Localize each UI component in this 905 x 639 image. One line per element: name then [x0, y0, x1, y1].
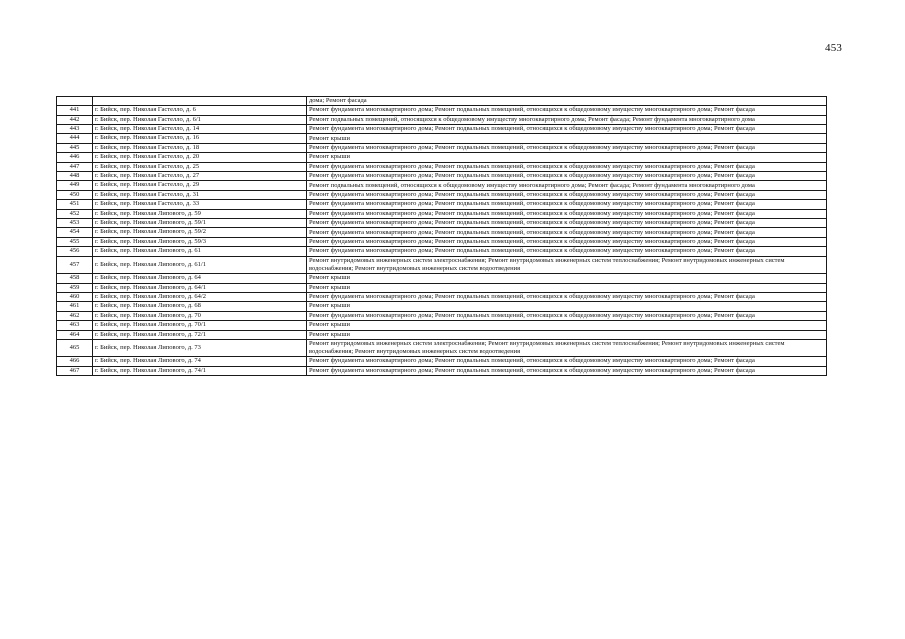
works-cell: Ремонт фундамента многоквартирного дома; Ремонт подвальных помещений, относящихся к общедомовому имуществу многоквартирного дома; Ремонт фасада [307, 200, 827, 209]
address-cell: г. Бийск, пер. Николая Липового, д. 74 [93, 357, 307, 366]
works-cell: Ремонт фундамента многоквартирного дома; Ремонт подвальных помещений, относящихся к общедомовому имуществу многоквартирного дома; Ремонт фасада [307, 247, 827, 256]
row-number-cell: 448 [57, 172, 93, 181]
table-row [57, 302, 827, 311]
table-row [57, 153, 827, 162]
table-row [57, 256, 827, 273]
row-number-cell: 463 [57, 321, 93, 330]
works-cell: Ремонт фундамента многоквартирного дома; Ремонт подвальных помещений, относящихся к общедомовому имуществу многоквартирного дома; Ремонт фасада [307, 143, 827, 152]
table-row [57, 247, 827, 256]
table-row [57, 143, 827, 152]
row-number-cell: 465 [57, 339, 93, 356]
table-row [57, 181, 827, 190]
row-number-cell: 444 [57, 134, 93, 143]
works-cell: Ремонт фундамента многоквартирного дома; Ремонт подвальных помещений, относящихся к общедомовому имуществу многоквартирного дома; Ремонт фасада [307, 357, 827, 366]
table-row [57, 106, 827, 115]
row-number-cell: 456 [57, 247, 93, 256]
row-number-cell [57, 97, 93, 106]
address-cell: г. Бийск, пер. Николая Гастелло, д. 25 [93, 162, 307, 171]
table-row [57, 357, 827, 366]
table-row [57, 134, 827, 143]
table-body [57, 97, 827, 376]
table-row [57, 283, 827, 292]
works-cell: Ремонт фундамента многоквартирного дома; Ремонт подвальных помещений, относящихся к общедомовому имуществу многоквартирного дома; Ремонт фасада [307, 366, 827, 375]
table-row [57, 209, 827, 218]
row-number-cell: 457 [57, 256, 93, 273]
table-row [57, 330, 827, 339]
address-cell: г. Бийск, пер. Николая Липового, д. 70/1 [93, 321, 307, 330]
table-row [57, 292, 827, 301]
address-cell: г. Бийск, пер. Николая Липового, д. 61 [93, 247, 307, 256]
row-number-cell: 441 [57, 106, 93, 115]
address-cell: г. Бийск, пер. Николая Липового, д. 59/3 [93, 237, 307, 246]
table-row [57, 200, 827, 209]
table-row [57, 274, 827, 283]
address-cell: г. Бийск, пер. Николая Гастелло, д. 6 [93, 106, 307, 115]
works-cell: Ремонт фундамента многоквартирного дома; Ремонт подвальных помещений, относящихся к общедомовому имуществу многоквартирного дома; Ремонт фасада [307, 219, 827, 228]
works-cell: Ремонт крыши [307, 302, 827, 311]
address-cell: г. Бийск, пер. Николая Гастелло, д. 16 [93, 134, 307, 143]
table-row [57, 339, 827, 356]
address-cell: г. Бийск, пер. Николая Гастелло, д. 29 [93, 181, 307, 190]
address-cell: г. Бийск, пер. Николая Липового, д. 74/1 [93, 366, 307, 375]
address-cell [93, 97, 307, 106]
works-cell: Ремонт фундамента многоквартирного дома; Ремонт подвальных помещений, относящихся к общедомовому имуществу многоквартирного дома; Ремонт фасада [307, 237, 827, 246]
row-number-cell: 459 [57, 283, 93, 292]
works-cell: Ремонт крыши [307, 330, 827, 339]
works-cell: дома; Ремонт фасада [307, 97, 827, 106]
address-cell: г. Бийск, пер. Николая Гастелло, д. 33 [93, 200, 307, 209]
address-cell: г. Бийск, пер. Николая Гастелло, д. 18 [93, 143, 307, 152]
works-cell: Ремонт крыши [307, 283, 827, 292]
address-cell: г. Бийск, пер. Николая Гастелло, д. 6/1 [93, 115, 307, 124]
address-cell: г. Бийск, пер. Николая Липового, д. 72/1 [93, 330, 307, 339]
works-cell: Ремонт крыши [307, 274, 827, 283]
row-number-cell: 454 [57, 228, 93, 237]
table-row [57, 237, 827, 246]
address-cell: г. Бийск, пер. Николая Гастелло, д. 27 [93, 172, 307, 181]
works-cell: Ремонт внутридомовых инженерных систем электроснабжения; Ремонт внутридомовых инженерных систем теплоснабжения; Ремонт внутридомовых инженерных систем водоснабжения; Ремонт внутридомовых инженерных систем водоотведения [307, 339, 827, 356]
address-cell: г. Бийск, пер. Николая Липового, д. 59/2 [93, 228, 307, 237]
works-cell: Ремонт крыши [307, 321, 827, 330]
table-row [57, 228, 827, 237]
address-cell: г. Бийск, пер. Николая Липового, д. 70 [93, 311, 307, 320]
works-cell: Ремонт фундамента многоквартирного дома; Ремонт подвальных помещений, относящихся к общедомовому имуществу многоквартирного дома; Ремонт фасада [307, 106, 827, 115]
works-cell: Ремонт крыши [307, 134, 827, 143]
row-number-cell: 462 [57, 311, 93, 320]
table-row [57, 311, 827, 320]
row-number-cell: 460 [57, 292, 93, 301]
works-cell: Ремонт фундамента многоквартирного дома; Ремонт подвальных помещений, относящихся к общедомовому имуществу многоквартирного дома; Ремонт фасада [307, 125, 827, 134]
address-cell: г. Бийск, пер. Николая Липового, д. 64/1 [93, 283, 307, 292]
works-cell: Ремонт подвальных помещений, относящихся к общедомовому имуществу многоквартирного дома; Ремонт фасада; Ремонт фундамента многоквартирного дома [307, 181, 827, 190]
table-row-continuation [57, 97, 827, 106]
row-number-cell: 453 [57, 219, 93, 228]
table-row [57, 366, 827, 375]
works-cell: Ремонт фундамента многоквартирного дома; Ремонт подвальных помещений, относящихся к общедомовому имуществу многоквартирного дома; Ремонт фасада [307, 209, 827, 218]
table-row [57, 321, 827, 330]
page-number: 453 [825, 42, 843, 54]
works-cell: Ремонт фундамента многоквартирного дома; Ремонт подвальных помещений, относящихся к общедомовому имуществу многоквартирного дома; Ремонт фасада [307, 172, 827, 181]
table-row [57, 125, 827, 134]
address-cell: г. Бийск, пер. Николая Гастелло, д. 31 [93, 190, 307, 199]
works-cell: Ремонт фундамента многоквартирного дома; Ремонт подвальных помещений, относящихся к общедомовому имуществу многоквартирного дома; Ремонт фасада [307, 228, 827, 237]
address-cell: г. Бийск, пер. Николая Липового, д. 73 [93, 339, 307, 356]
works-cell: Ремонт крыши [307, 153, 827, 162]
address-cell: г. Бийск, пер. Николая Липового, д. 59/1 [93, 219, 307, 228]
table-row [57, 162, 827, 171]
address-cell: г. Бийск, пер. Николая Липового, д. 64/2 [93, 292, 307, 301]
works-cell: Ремонт фундамента многоквартирного дома; Ремонт подвальных помещений, относящихся к общедомовому имуществу многоквартирного дома; Ремонт фасада [307, 162, 827, 171]
row-number-cell: 450 [57, 190, 93, 199]
address-cell: г. Бийск, пер. Николая Липового, д. 64 [93, 274, 307, 283]
address-cell: г. Бийск, пер. Николая Липового, д. 61/1 [93, 256, 307, 273]
row-number-cell: 461 [57, 302, 93, 311]
table-row [57, 115, 827, 124]
row-number-cell: 451 [57, 200, 93, 209]
address-cell: г. Бийск, пер. Николая Липового, д. 59 [93, 209, 307, 218]
row-number-cell: 452 [57, 209, 93, 218]
address-cell: г. Бийск, пер. Николая Липового, д. 68 [93, 302, 307, 311]
table-row [57, 190, 827, 199]
row-number-cell: 442 [57, 115, 93, 124]
row-number-cell: 455 [57, 237, 93, 246]
table-row [57, 172, 827, 181]
row-number-cell: 447 [57, 162, 93, 171]
table-row [57, 219, 827, 228]
row-number-cell: 445 [57, 143, 93, 152]
row-number-cell: 446 [57, 153, 93, 162]
row-number-cell: 466 [57, 357, 93, 366]
works-cell: Ремонт фундамента многоквартирного дома; Ремонт подвальных помещений, относящихся к общедомовому имуществу многоквартирного дома; Ремонт фасада [307, 311, 827, 320]
address-cell: г. Бийск, пер. Николая Гастелло, д. 14 [93, 125, 307, 134]
works-cell: Ремонт внутридомовых инженерных систем электроснабжения; Ремонт внутридомовых инженерных систем теплоснабжения; Ремонт внутридомовых инженерных систем водоснабжения; Ремонт внутридомовых инженерных систем водоотведения [307, 256, 827, 273]
address-cell: г. Бийск, пер. Николая Гастелло, д. 20 [93, 153, 307, 162]
row-number-cell: 449 [57, 181, 93, 190]
works-cell: Ремонт фундамента многоквартирного дома; Ремонт подвальных помещений, относящихся к общедомовому имуществу многоквартирного дома; Ремонт фасада [307, 292, 827, 301]
row-number-cell: 467 [57, 366, 93, 375]
works-cell: Ремонт фундамента многоквартирного дома; Ремонт подвальных помещений, относящихся к общедомовому имуществу многоквартирного дома; Ремонт фасада [307, 190, 827, 199]
row-number-cell: 443 [57, 125, 93, 134]
repair-works-table [56, 96, 827, 376]
works-cell: Ремонт подвальных помещений, относящихся к общедомовому имуществу многоквартирного дома; Ремонт фасада; Ремонт фундамента многоквартирного дома [307, 115, 827, 124]
row-number-cell: 458 [57, 274, 93, 283]
row-number-cell: 464 [57, 330, 93, 339]
